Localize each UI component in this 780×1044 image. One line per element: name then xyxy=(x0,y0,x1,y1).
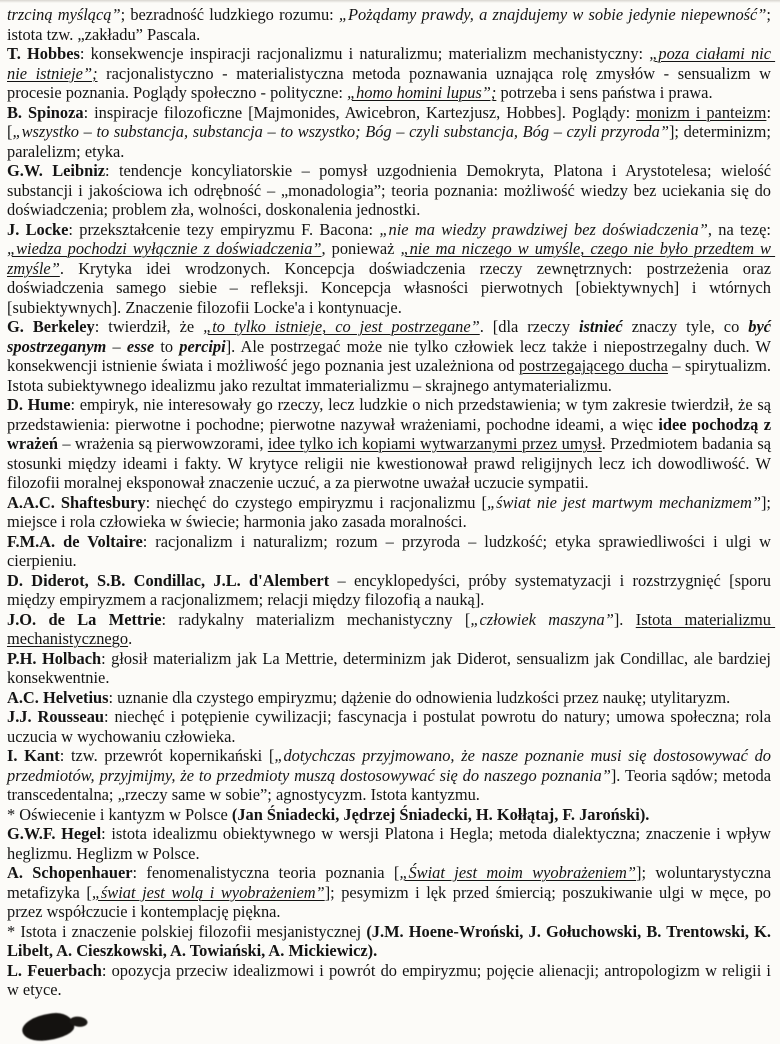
text-segment: : inspiracje filozoficzne [Majmonides, Awicebron, Kartezjusz, Hobbes]. Poglądy: xyxy=(83,102,637,122)
text-segment: – encyklopedyści, próby systematyzacji i rozstrzygnięć [sporu między empiryzmem a racjonalizmem; relacji między filozofią a nauką]. xyxy=(7,570,776,609)
text-segment: „nie ma niczego w umyśle, czego nie było przedtem w zmyśle” xyxy=(7,239,776,278)
paragraph-hobbes xyxy=(7,44,776,103)
text-segment: J. Locke xyxy=(7,219,69,239)
text-segment: P.H. Holbach xyxy=(7,648,102,668)
paragraph-pascal-continuation xyxy=(7,5,776,44)
text-segment: A. Schopenhauer xyxy=(7,863,133,882)
text-segment: idee pochodzą z wrażeń xyxy=(7,414,776,453)
paragraph-helvetius xyxy=(7,688,771,708)
text-segment: „dotychczas przyjmowano, że nasze poznanie musi się dostosowywać do przedmiotów, przyjmijmy, że to przedmioty muszą dostosowywać się do naszego poznania” xyxy=(7,746,776,785)
paragraph-feuerbach xyxy=(7,960,776,1000)
paragraph-encyklopedysci xyxy=(7,570,776,610)
text-segment: . [dla rzeczy xyxy=(479,317,579,336)
text-segment: znaczy tyle, co xyxy=(622,317,749,336)
text-segment: potrzeba i sens państwa i prawa. xyxy=(496,83,713,102)
text-segment: , na tezę: xyxy=(707,219,776,239)
text-segment: G.W.F. Hegel xyxy=(7,824,102,843)
paragraph-voltaire xyxy=(7,531,776,571)
text-segment: L. Feuerbach xyxy=(7,960,102,980)
text-segment: A.C. Helvetius xyxy=(7,687,109,707)
text-segment: (Jan Śniadecki, Jędrzej Śniadecki, H. Kołłątaj, F. Jaroński). xyxy=(231,804,650,824)
text-segment: : niechęć i potępienie cywilizacji; fascynacja i postulat powrotu do natury; umowa społeczna; rola uczucia w wychowaniu człowieka. xyxy=(7,707,776,746)
text-segment: . Przedmiotem badania są stosunki między ideami i fakty. W krytyce religii nie kwestionował prawd religijnych lecz ich dowodliwość. W filozofii moralnej eksponował znaczenie uczuć, a za pierwotne uważał uczucie sympatii. xyxy=(7,434,776,492)
text-segment: ; istota tzw. „zakładu” Pascala. xyxy=(7,5,776,44)
text-segment: istnieć xyxy=(579,317,623,336)
text-segment: : istota idealizmu obiektywnego w wersji Platona i Hegla; metoda dialektyczna; znaczenie i wpływ heglizmu. Heglizm w Polsce. xyxy=(7,824,776,863)
text-segment: ]. xyxy=(613,609,636,629)
text-segment: postrzegającego ducha xyxy=(518,356,668,375)
text-segment: ]; miejsce i rola człowieka w świecie; harmonia jako zasada moralności. xyxy=(7,492,776,531)
text-segment: ; bezradność ludzkiego rozumu: xyxy=(120,5,339,24)
text-segment: : głosił materializm jak La Mettrie, determinizm jak Diderot, sensualizm jak Condillac, ale bardziej konsekwentnie. xyxy=(7,648,776,687)
text-segment: : empiryk, nie interesowały go rzeczy, lecz ludzkie o nich przedstawienia; w tym zakresie twierdził, że są przedstawienia: pierwotne i pochodne; pierwotne nazywał wrażeniami, pochodne ideami, a więc xyxy=(7,395,776,434)
paragraph-shaftesbury xyxy=(7,492,776,532)
paragraph-mesjanizm-polski xyxy=(7,921,776,961)
text-segment: * Istota i znaczenie polskiej filozofii mesjanistycznej xyxy=(7,921,367,941)
text-segment: : konsekwencje inspiracji racjonalizmu i naturalizmu; materializm mechanistyczny: xyxy=(79,44,650,63)
text-segment: : racjonalizm i naturalizm; rozum – przyroda – ludzkość; etyka sprawiedliwości i ulgi w cierpieniu. xyxy=(7,531,776,570)
text-segment: to xyxy=(154,336,180,356)
text-segment: : [ xyxy=(7,102,776,141)
paragraph-hume xyxy=(7,395,776,493)
paragraph-locke xyxy=(7,219,776,318)
text-segment: „poza ciałami nic nie istnieje”; xyxy=(7,44,776,83)
text-segment: „Pożądamy prawdy, a znajdujemy w sobie jedynie niepewność” xyxy=(338,5,767,24)
text-segment: „wiedza pochodzi wyłącznie z doświadczenia” xyxy=(7,239,322,258)
text-segment: . Krytyka idei wrodzonych. Koncepcja doświadczenia rzeczy zewnętrznych: postrzeżenia oraz doświadczenia samego siebie – refleksji. Koncepcja własności pierwotnych [obiektywnych] i wtórnych [subiektywnych]. Znaczenie filozofii Locke'a i kontynuacje. xyxy=(7,258,776,317)
text-segment: : fenomenalistyczna teoria poznania [ xyxy=(132,863,400,882)
text-segment: – spirytualizm. Istota subiektywnego idealizmu jako rezultat immaterializmu – skrajnego antymaterializmu. xyxy=(7,356,776,395)
text-segment: G.W. Leibniz xyxy=(7,161,106,180)
text-segment: F.M.A. de Voltaire xyxy=(7,531,143,551)
document-body xyxy=(7,5,776,1000)
text-segment: – wrażenia są pierwowzorami, xyxy=(57,434,268,453)
text-segment: „świat jest wolą i wyobrażeniem” xyxy=(91,882,325,902)
text-segment: : niechęć do czystego empiryzmu i racjonalizmu [ xyxy=(145,492,487,512)
text-segment: ]. Ale postrzegać może nie tylko człowiek lecz także i niepostrzegalny duch. W konsekwencji istnienie świata i możliwość jego poznania jest uzależniona od xyxy=(7,336,776,375)
text-segment: „homo homini lupus”; xyxy=(347,83,497,102)
text-segment: ]; woluntarystyczna metafizyka [ xyxy=(7,863,776,902)
text-segment: G. Berkeley xyxy=(7,317,95,336)
text-segment: „Świat jest moim wyobrażeniem” xyxy=(399,863,637,882)
text-segment: Istota materializmu mechanistycznego xyxy=(7,609,776,648)
text-segment: T. Hobbes xyxy=(7,44,80,63)
text-segment: „świat nie jest martwym mechanizmem” xyxy=(487,492,761,512)
paragraph-la-mettrie xyxy=(7,609,776,649)
text-segment: J.J. Rousseau xyxy=(7,707,105,726)
text-segment: : twierdził, że xyxy=(94,317,204,336)
text-segment: idee tylko ich kopiami wytwarzanymi przez umysł xyxy=(267,434,602,453)
paragraph-leibniz xyxy=(7,161,776,220)
text-segment: J.O. de La Mettrie xyxy=(7,609,162,629)
paragraph-berkeley xyxy=(7,317,776,395)
paragraph-oswiecenie-i-kantyzm-w-polsce xyxy=(7,805,771,825)
text-segment: ]. Teoria sądów; metoda transcedentalna; „rzeczy same w sobie”; agnostycyzm. Istota kantyzmu. xyxy=(7,765,776,804)
text-segment: * Oświecenie i kantyzm w Polsce xyxy=(7,804,232,824)
text-segment: „to tylko istnieje, co jest postrzegane” xyxy=(203,317,480,336)
text-segment: – xyxy=(106,336,127,356)
text-segment: A.A.C. Shaftesbury xyxy=(7,492,146,512)
paragraph-rousseau xyxy=(7,707,776,746)
text-segment: monizm i panteizm xyxy=(636,102,767,122)
text-segment: „nie ma wiedzy prawdziwej bez doświadczenia” xyxy=(379,219,708,239)
scan-edge-shadow xyxy=(0,0,780,3)
paragraph-spinoza xyxy=(7,102,776,162)
text-segment: trzciną myślącą” xyxy=(7,5,121,24)
text-segment: : tzw. przewrót kopernikański [ xyxy=(59,746,275,765)
text-segment: „wszystko – to substancja, substancja – to wszystko; Bóg – czyli substancja, Bóg – czyli przyroda” xyxy=(12,122,669,141)
paragraph-holbach xyxy=(7,648,776,688)
text-segment: : uznanie dla czystego empiryzmu; dążenie do odnowienia ludzkości przez naukę; utylitaryzm. xyxy=(108,687,731,707)
paragraph-schopenhauer xyxy=(7,863,776,922)
text-segment: esse xyxy=(126,336,155,356)
text-segment: . xyxy=(128,629,133,648)
text-segment: : tendencje koncyliatorskie – pomysł uzgodnienia Demokryta, Platona i Arystotelesa; wielość substancji i jakościowa ich odrębność – „monadologia”; teoria poznania: możliwość wiedzy bez uciekania się do doświadczenia; problem zła, wolności, doskonalenia jednostki. xyxy=(7,161,776,219)
text-segment: : radykalny materializm mechanistyczny [ xyxy=(161,609,471,629)
text-segment: być spostrzeganym xyxy=(7,317,776,356)
text-segment: ]; determinizm; paralelizm; etyka. xyxy=(7,122,776,161)
text-segment: racjonalistyczno - materialistyczna metoda poznawania uznająca rolę zmysłów - sensualizm w procesie poznania. Poglądy społeczno - polityczne: xyxy=(7,63,776,102)
text-segment: B. Spinoza xyxy=(7,102,84,122)
text-segment: I. Kant xyxy=(7,746,60,765)
text-segment: ]; pesymizm i lęk przed śmiercią; poszukiwanie ulgi w męce, po przez współczucie i kontemplację piękna. xyxy=(7,882,776,921)
text-segment: D. Hume xyxy=(7,395,71,414)
text-segment: D. Diderot, S.B. Condillac, J.L. d'Alembert xyxy=(7,570,330,590)
paragraph-hegel xyxy=(7,824,776,863)
paragraph-kant xyxy=(7,746,776,805)
text-segment: : przekształcenie tezy empiryzmu F. Bacona: xyxy=(68,219,380,239)
text-segment: (J.M. Hoene-Wroński, J. Gołuchowski, B. Trentowski, K. Libelt, A. Cieszkowski, A. Towiański, A. Mickiewicz). xyxy=(7,921,776,960)
text-segment: , ponieważ xyxy=(321,239,401,258)
ink-smudge-artifact xyxy=(20,1011,75,1044)
text-segment: percipi xyxy=(179,336,226,356)
text-segment: : opozycja przeciw idealizmowi i powrót do empiryzmu; pojęcie alienacji; antropologizm w religii i w etyce. xyxy=(7,960,776,999)
text-segment: „człowiek maszyna” xyxy=(470,609,614,629)
